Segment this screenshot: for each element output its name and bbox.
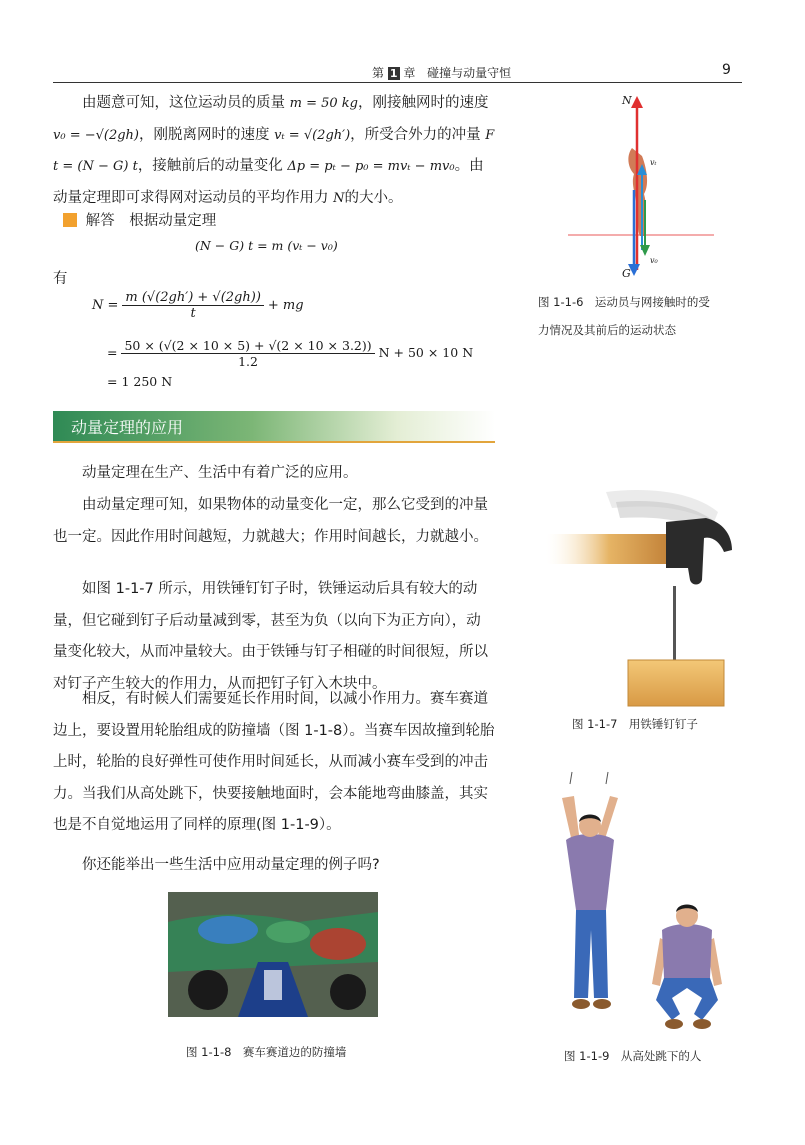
person-1-right-shoe (593, 999, 611, 1009)
caption-fig-9: 图 1-1-9 从高处跳下的人 (564, 1049, 702, 1063)
solution-label: 解答 (85, 213, 115, 229)
wood-block (628, 660, 724, 706)
equation-values-sign: = (107, 345, 118, 360)
hammer-nail-svg (546, 488, 734, 708)
chapter-prefix: 第 (372, 66, 385, 80)
arrow-v0-head (640, 245, 650, 256)
hammer-head (666, 518, 732, 585)
intro-mass: m = 50 kg (289, 96, 358, 111)
motion-line-2 (606, 772, 608, 784)
tire-wall-blue (198, 916, 258, 944)
person-1-jeans (574, 910, 608, 998)
equation-n-fraction (122, 290, 264, 321)
person-2-jeans (656, 978, 718, 1020)
person-2-shirt (662, 924, 712, 978)
body-paragraph-5: 你还能举出一些生活中应用动量定理的例子吗? (82, 857, 380, 873)
equation-n-denominator: t (190, 306, 196, 321)
running-header (372, 64, 511, 81)
intro-text-f: 。由动量定理即可求得网对运动员的平均作用力 (53, 158, 484, 206)
header-rule (53, 82, 742, 83)
equation-n-lhs: N = (92, 298, 119, 313)
motion-line-1 (570, 772, 572, 784)
figure-jumping-people (548, 770, 736, 1032)
body-paragraph-3: 如图 1-1-7 所示，用铁锤钉钉子时，铁锤运动后具有较大的动量，但它碰到钉子后动量减到零，甚至为负（以向下为正方向），动量变化较大，从而冲量较大。由于铁锤与钉子相碰的时间很短，所以对钉子产生较大的作用力，从而把钉子钉入木块中。 (53, 581, 488, 692)
person-1-left-shoe (572, 999, 590, 1009)
equation-n (92, 290, 304, 321)
intro-text-g: 的大小。 (344, 189, 403, 206)
caption-fig-6-line-1: 图 1-1-6 运动员与网接触时的受 (538, 295, 710, 309)
intro-text-a: 由题意可知，这位运动员的质量 (82, 95, 285, 111)
label-vt: vₜ (650, 158, 657, 167)
tire-wall-green-2 (266, 921, 310, 943)
equation-values-numerator: 50 × (√(2 × 10 × 5) + √(2 × 10 × 3.2)) (121, 338, 374, 354)
chapter-title: 碰撞与动量守恒 (427, 66, 512, 80)
page-number: 9 (722, 62, 731, 78)
nail (673, 586, 676, 662)
intro-text-e: ，接触前后的动量变化 (137, 158, 283, 174)
body-paragraph-1: 动量定理在生产、生活中有着广泛的应用。 (82, 465, 358, 481)
person-2-left-shoe (665, 1019, 683, 1029)
person-1-left-arm (562, 796, 580, 842)
race-car-svg (168, 892, 378, 1017)
intro-text-b: ，刚接触网时的速度 (357, 95, 489, 111)
section-heading-bar (53, 411, 495, 443)
caption-fig-8: 图 1-1-8 赛车赛道边的防撞墙 (186, 1045, 347, 1059)
solution-text: 根据动量定理 (129, 213, 217, 229)
intro-v0: v₀ = −√(2gh) (53, 127, 139, 143)
section-title: 动量定理的应用 (71, 418, 184, 437)
equation-values-fraction (121, 338, 374, 369)
figure-hammer-nail (546, 488, 734, 708)
equation-values-denominator: 1.2 (238, 354, 258, 369)
equation-values (107, 338, 473, 369)
jumping-people-svg (548, 770, 736, 1032)
chapter-number: 1 (389, 67, 398, 80)
intro-n: N (333, 190, 345, 206)
car-cockpit (264, 970, 282, 1000)
intro-momentum-change: Δp = pₜ − p₀ = mvₜ − mv₀ (287, 159, 455, 174)
solution-you: 有 (53, 271, 68, 287)
equation-n-numerator: m (√(2gh′) + √(2gh)) (122, 290, 264, 306)
equation-values-rest: N + 50 × 10 N (378, 345, 474, 360)
intro-impulse: F t = (N − G) t (53, 127, 495, 174)
car-wheel-right (330, 974, 366, 1010)
arrow-n-head (631, 96, 643, 108)
figure-race-car (168, 892, 378, 1017)
label-g: G (622, 267, 631, 280)
figure-force-diagram (566, 90, 716, 285)
label-v0: v₀ (650, 256, 658, 265)
intro-paragraph (53, 88, 495, 214)
tire-wall-red (310, 928, 366, 960)
equation-n-plus: + mg (267, 298, 304, 313)
person-2-right-shoe (693, 1019, 711, 1029)
body-paragraph-4: 相反，有时候人们需要延长作用时间，以减小作用力。赛车赛道边上，要设置用轮胎组成的防撞墙（图 1-1-8）。当赛车因故撞到轮胎上时，轮胎的良好弹性可使作用时间延长，从而减小赛车受到的冲击力。当我们从高处跳下，快要接触地面时，会本能地弯曲膝盖，其实也是不自觉地运用了同样的原理(图 1-1-9）。 (53, 691, 495, 833)
equation-momentum-theorem: (N − G) t = m (vₜ − v₀) (195, 238, 338, 253)
chapter-suffix: 章 (403, 66, 416, 80)
person-1-shirt (566, 834, 614, 910)
car-wheel-left (188, 970, 228, 1010)
force-diagram-svg (566, 90, 716, 285)
caption-fig-7: 图 1-1-7 用铁锤钉钉子 (572, 717, 698, 731)
hammer-handle (546, 534, 686, 564)
intro-vt: vₜ = √(2gh′) (274, 127, 351, 143)
caption-fig-6-line-2: 力情况及其前后的运动状态 (538, 323, 676, 337)
body-paragraph-2: 由动量定理可知，如果物体的动量变化一定，那么它受到的冲量也一定。因此作用时间越短，力就越大；作用时间越长，力就越小。 (53, 497, 488, 545)
intro-text-d: ，所受合外力的冲量 (350, 126, 481, 143)
equation-result: = 1 250 N (107, 374, 173, 389)
solution-heading (63, 209, 216, 230)
label-n: N (622, 94, 632, 107)
intro-text-c: ，刚脱离网时的速度 (139, 126, 270, 143)
solution-marker (63, 213, 77, 227)
